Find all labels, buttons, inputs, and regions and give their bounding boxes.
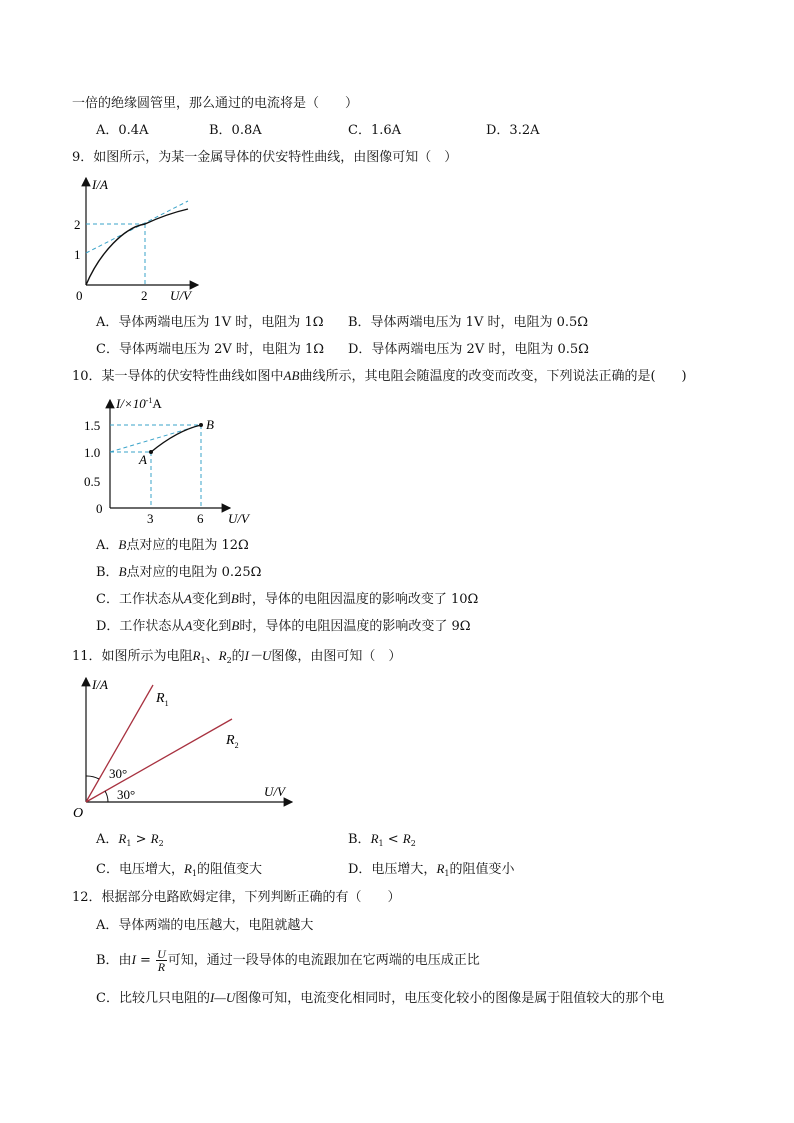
q10-x-label: U/V — [228, 511, 249, 526]
q9-option-a: A．导体两端电压为 1V 时，电阻为 1Ω — [96, 315, 324, 330]
q10-option-a: A．B点对应的电阻为 12Ω — [96, 537, 249, 553]
q11-option-c: C．电压增大，$R_1$的阻值变大 — [96, 861, 263, 878]
q12-fraction: $\frac{U}{R}$ — [157, 947, 166, 974]
q9-option-c: C．导体两端电压为 2V 时，电阻为 1Ω — [96, 342, 325, 357]
q9-option-d: D．导体两端电压为 2V 时，电阻为 0.5Ω — [348, 342, 589, 357]
q8-option-a: A．0.4A — [96, 123, 149, 138]
q8-option-b: B．0.8A — [209, 123, 262, 138]
q9-option-b: B．导体两端电压为 1V 时，电阻为 0.5Ω — [348, 315, 589, 330]
q9-x-label: U/V — [170, 288, 191, 303]
q10-label-b: B — [206, 417, 214, 432]
q10-option-b: B．B点对应的电阻为 0.25Ω — [96, 564, 262, 580]
q11-origin: O — [73, 806, 84, 821]
q10-label-a: A — [139, 452, 147, 467]
q12-stem: 12．根据部分电路欧姆定律，下列判断正确的有（ ） — [72, 890, 401, 905]
q11-stem: 11．如图所示为电阻$R_1$、$R_2$的I－U图像，由图可知（ ） — [72, 648, 402, 665]
q12-option-a: A．导体两端的电压越大，电阻就越大 — [96, 918, 314, 933]
q10-y-tick-1-0: 1.0 — [84, 445, 101, 460]
q11-line-r1 — [86, 685, 153, 802]
q9-stem: 9．如图所示，为某一金属导体的伏安特性曲线，由图像可知（ ） — [72, 150, 458, 165]
q10-y-tick-0-5: 0.5 — [84, 474, 101, 489]
q11-angle-arc-lower — [105, 791, 108, 802]
q10-x-tick-3: 3 — [147, 511, 154, 526]
q9-origin: 0 — [76, 288, 83, 303]
q10-origin: 0 — [96, 501, 103, 516]
q12-option-c: C．比较几只电阻的I—U图像可知，电流变化相同时，电压变化较小的图像是属于阻值较大的那个电 — [96, 990, 665, 1006]
q11-y-label: I/A — [92, 677, 108, 692]
q11-angle-lower: 30° — [117, 787, 136, 802]
q10-option-c: C．工作状态从A变化到B时，导体的电阻因温度的影响改变了 10Ω — [96, 591, 479, 607]
q8-option-c: C．1.6A — [348, 123, 402, 138]
q10-y-tick-1-5: 1.5 — [84, 418, 101, 433]
q11-angle-upper: 30° — [109, 766, 128, 781]
q9-y-tick-1: 1 — [74, 247, 81, 262]
q11-x-label: U/V — [264, 784, 285, 799]
q9-x-tick-2: 2 — [141, 288, 148, 303]
q10-option-d: D．工作状态从A变化到B时，导体的电阻因温度的影响改变了 9Ω — [96, 618, 471, 634]
q9-curve — [86, 209, 188, 285]
q11-line-r2 — [86, 719, 232, 802]
q11-option-a: A．$R_1 > R_2$ — [96, 831, 164, 848]
q8-option-d: D．3.2A — [486, 123, 540, 138]
q10-stem: 10．某一导体的伏安特性曲线如图中AB曲线所示，其电阻会随温度的改变而改变，下列说法正确的是( ) — [72, 368, 687, 384]
q10-curve-ab — [151, 425, 201, 452]
q11-angle-arc-upper — [86, 776, 99, 779]
q11-r1-label: $R_1$ — [156, 691, 169, 708]
q11-option-b: B．$R_1 < R_2$ — [348, 831, 416, 848]
q10-x-tick-6: 6 — [197, 511, 204, 526]
q9-y-label: I/A — [92, 177, 108, 192]
q9-tangent-line — [86, 201, 188, 253]
q10-y-label: $I/\times 10^{-1}A$ — [116, 396, 162, 411]
q11-r2-label: $R_2$ — [226, 733, 239, 750]
q10-point-b — [199, 423, 203, 427]
q12-option-b: B．由I = $\frac{U}{R}$ 可知，通过一段导体的电流跟加在它两端的电压成正比 — [96, 947, 480, 974]
q11-graph — [70, 672, 310, 822]
q11-option-d: D．电压增大，$R_1$的阻值变小 — [348, 861, 515, 878]
q10-point-a — [149, 450, 153, 454]
q10-graph — [80, 394, 270, 529]
q9-y-tick-2: 2 — [74, 217, 81, 232]
q8-stem: 一倍的绝缘圆管里，那么通过的电流将是（ ） — [72, 96, 359, 111]
q9-graph — [70, 172, 210, 307]
